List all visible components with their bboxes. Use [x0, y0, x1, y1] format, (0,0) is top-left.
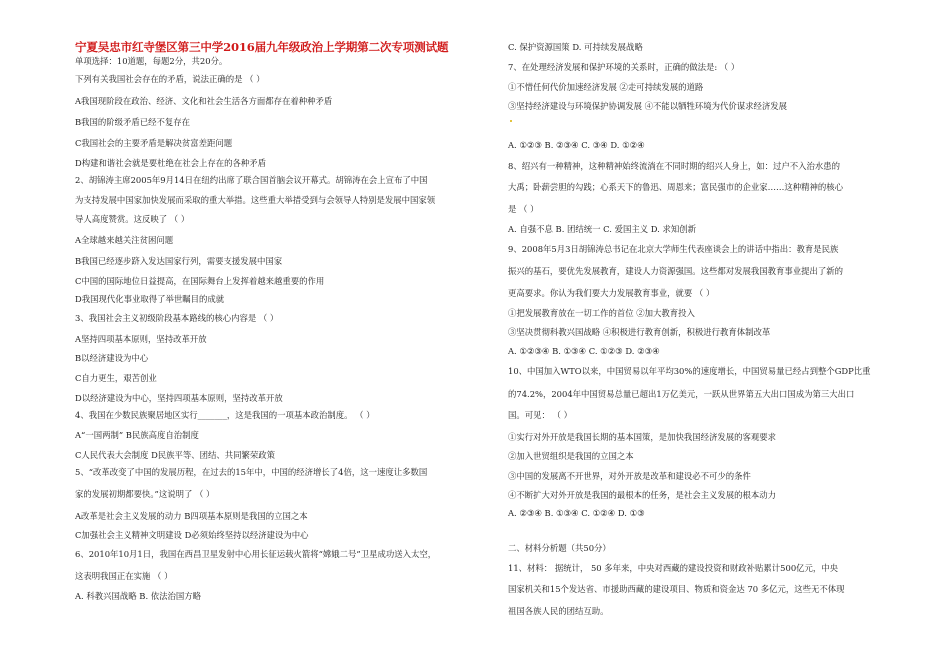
- question-11-material-line-1: 11、材料： 据统计， 50 多年来，中央对西藏的建设投资和财政补贴累计500亿元，中央: [508, 563, 839, 573]
- question-7-statements-34: ③坚持经济建设与环境保护协调发展 ④不能以牺牲环境为代价谋求经济发展: [508, 101, 788, 111]
- question-11-material-line-2: 国家机关和15个发达省、市援助西藏的建设项目、物质和资金达 70 多亿元，这些无不体现: [508, 584, 845, 594]
- question-6-stem-line-1: 6、2010年10月1日，我国在西昌卫星发射中心用长征运载火箭将“嫦娥二号”卫星成功送入太空，: [75, 549, 437, 559]
- question-3-option-d: D以经济建设为中心，坚持四项基本原则，坚持改革开放: [75, 393, 283, 403]
- question-4-options-cd: C人民代表大会制度 D民族平等、团结、共同繁荣政策: [75, 450, 276, 460]
- question-6-options-cd: C. 保护资源国策 D. 可持续发展战略: [508, 42, 643, 52]
- question-6-options-ab: A. 科教兴国战略 B. 依法治国方略: [75, 591, 202, 601]
- question-5-stem-line-1: 5、“改革改变了中国的发展历程，在过去的15年中，中国的经济增长了4倍，这一速度让多数国: [75, 467, 428, 477]
- question-10-stem-line-2: 的74.2%，2004年中国贸易总量已超出1万亿美元，一跃从世界第五大出口国成为第三大出口: [508, 389, 855, 399]
- question-7-stem: 7、在处理经济发展和保护环境的关系时，正确的做法是: （ ）: [508, 62, 740, 72]
- question-5-options-cd: C加强社会主义精神文明建设 D必须始终坚持以经济建设为中心: [75, 530, 309, 540]
- question-9-statements-12: ①把发展教育放在一切工作的首位 ②加大教育投入: [508, 308, 695, 318]
- question-9-stem-line-2: 振兴的基石，要优先发展教育，建设人力资源强国。这些都对发展我国教育事业提出了新的: [508, 266, 843, 276]
- question-10-options: A. ②③④ B. ①③④ C. ①②④ D. ①③: [508, 508, 645, 518]
- question-3-option-b: B以经济建设为中心: [75, 353, 149, 363]
- question-10-stem-line-3: 国。可见： （ ）: [508, 410, 572, 420]
- question-10-statement-1: ①实行对外开放是我国长期的基本国策，是加快我国经济发展的客观要求: [508, 432, 776, 442]
- question-8-stem-line-1: 8、绍兴有一种精神，这种精神始终流淌在不同时期的绍兴人身上，如：过户不入治水患的: [508, 161, 840, 171]
- question-2-option-d: D我国现代化事业取得了举世瞩目的成就: [75, 294, 225, 304]
- question-2-option-c: C中国的国际地位日益提高，在国际舞台上发挥着越来越重要的作用: [75, 276, 325, 286]
- question-2-stem-line-2: 为支持发展中国家加快发展而采取的重大举措。这些重大举措受到与会领导人特别是发展中国家领: [75, 195, 436, 205]
- question-8-stem-line-3: 是 （ ）: [508, 204, 539, 214]
- section-2-heading: 二、材料分析题（共50分）: [508, 543, 611, 553]
- exam-title: 宁夏吴忠市红寺堡区第三中学2016届九年级政治上学期第二次专项测试题: [75, 40, 449, 54]
- question-2-stem-line-3: 导人高度赞赏。这反映了 （ ）: [75, 214, 190, 224]
- question-4-options-ab: A“一国两制” B民族高度自治制度: [75, 430, 199, 440]
- section-instruction: 单项选择：10道题，每题2分，共20分。: [75, 56, 228, 66]
- question-4-stem: 4、我国在少数民族聚居地区实行_______，这是我国的一项基本政治制度。 （ ）: [75, 410, 375, 420]
- question-9-stem-line-3: 更高要求。你认为我们要大力发展教育事业，就要 （ ）: [508, 288, 715, 298]
- question-5-options-ab: A改革是社会主义发展的动力 B四项基本原则是我国的立国之本: [75, 511, 308, 521]
- stray-mark: [510, 120, 512, 122]
- question-10-statement-3: ③中国的发展离不开世界，对外开放是改革和建设必不可少的条件: [508, 471, 751, 481]
- question-2-stem-line-1: 2、胡锦涛主席2005年9月14日在纽约出席了联合国首脑会议开幕式。胡锦涛在会上宣布了中国: [75, 175, 428, 185]
- question-9-stem-line-1: 9、2008年5月3日胡锦涛总书记在北京大学师生代表座谈会上的讲话中指出：教育是民族: [508, 244, 839, 254]
- question-1-option-c: C我国社会的主要矛盾是解决贫富差距问题: [75, 138, 233, 148]
- question-7-options: A. ①②③ B. ②③④ C. ③④ D. ①②④: [508, 140, 645, 150]
- question-1-option-a: A我国现阶段在政治、经济、文化和社会生活各方面都存在着种种矛盾: [75, 96, 333, 106]
- question-10-stem-line-1: 10、中国加入WTO以来，中国贸易以年平均30%的速度增长，中国贸易量已经占到整个GDP比重: [508, 366, 871, 376]
- question-10-statement-2: ②加入世贸组织是我国的立国之本: [508, 451, 634, 461]
- question-1-option-b: B我国的阶级矛盾已经不复存在: [75, 117, 191, 127]
- question-9-options: A. ①②③④ B. ①③④ C. ①②③ D. ②③④: [508, 346, 660, 356]
- question-9-statements-34: ③坚决贯彻科教兴国战略 ④积极进行教育创新，积极进行教育体制改革: [508, 327, 771, 337]
- question-2-option-b: B我国已经逐步跻入发达国家行列，需要支援发展中国家: [75, 256, 283, 266]
- question-7-statements-12: ①不惜任何代价加速经济发展 ②走可持续发展的道路: [508, 82, 704, 92]
- question-10-statement-4: ④不断扩大对外开放是我国的最根本的任务，是社会主义发展的根本动力: [508, 490, 776, 500]
- question-1-option-d: D构建和谐社会就是要杜绝在社会上存在的各种矛盾: [75, 158, 266, 168]
- question-5-stem-line-2: 家的发展初期都要快。”这说明了 （ ）: [75, 489, 215, 499]
- question-6-stem-line-2: 这表明我国正在实施 （ ）: [75, 571, 173, 581]
- question-3-stem: 3、我国社会主义初级阶段基本路线的核心内容是 （ ）: [75, 313, 279, 323]
- question-1-stem: 下列有关我国社会存在的矛盾，说法正确的是 （ ）: [75, 74, 265, 84]
- question-11-material-line-3: 祖国各族人民的团结互助。: [508, 606, 609, 616]
- question-2-option-a: A全球越来越关注贫困问题: [75, 235, 174, 245]
- question-3-option-c: C自力更生，艰苦创业: [75, 373, 157, 383]
- question-8-options: A. 自强不息 B. 团结统一 C. 爱国主义 D. 求知创新: [508, 224, 697, 234]
- question-3-option-a: A坚持四项基本原则，坚持改革开放: [75, 334, 207, 344]
- question-8-stem-line-2: 大禹；卧薪尝胆的勾践；心系天下的鲁迅、周恩来；富民强市的企业家……这种精神的核心: [508, 182, 843, 192]
